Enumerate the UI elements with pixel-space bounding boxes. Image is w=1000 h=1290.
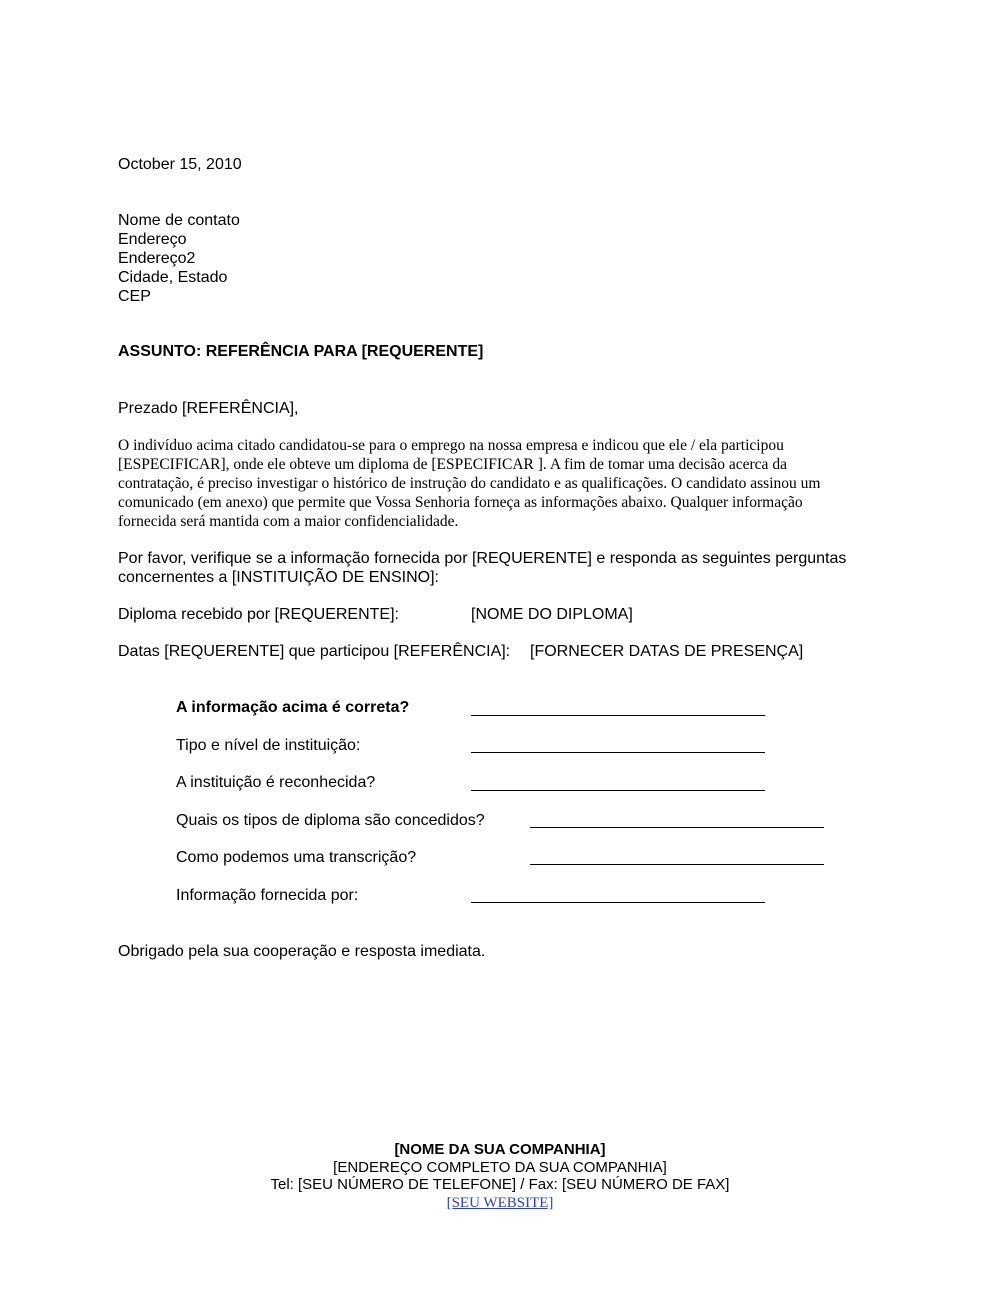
letter-subject: ASSUNTO: REFERÊNCIA PARA [REQUERENTE] bbox=[118, 343, 484, 360]
footer-website-link[interactable]: [SEU WEBSITE] bbox=[446, 1195, 554, 1211]
footer-company-name: [NOME DA SUA COMPANHIA] bbox=[394, 1141, 606, 1158]
letter-closing: Obrigado pela sua cooperação e resposta imediata. bbox=[118, 943, 486, 960]
recipient-address-line-1: Endereço bbox=[118, 231, 187, 248]
body-paragraph bbox=[118, 436, 878, 531]
body-paragraph-line: comunicado (em anexo) que permite que Vossa Senhoria forneça as informações abaixo. Qualquer informação bbox=[118, 494, 803, 511]
answer-line bbox=[471, 790, 765, 791]
diploma-label: Diploma recebido por [REQUERENTE]: bbox=[118, 606, 399, 623]
question-info-correct: A informação acima é correta? bbox=[176, 699, 410, 716]
answer-line bbox=[471, 752, 765, 753]
question-institution-accredited: A instituição é reconhecida? bbox=[176, 774, 376, 791]
body-paragraph-line: [ESPECIFICAR], onde ele obteve um diploma de [ESPECIFICAR ]. A fim de tomar uma decisão acerca da bbox=[118, 456, 787, 473]
request-paragraph-line: Por favor, verifique se a informação fornecida por [REQUERENTE] e responda as seguintes perguntas bbox=[118, 550, 847, 567]
attendance-dates-value: [FORNECER DATAS DE PRESENÇA] bbox=[530, 643, 804, 660]
footer-contact: Tel: [SEU NÚMERO DE TELEFONE] / Fax: [SEU NÚMERO DE FAX] bbox=[270, 1176, 730, 1193]
letter-date: October 15, 2010 bbox=[118, 156, 242, 173]
footer-company-address: [ENDEREÇO COMPLETO DA SUA COMPANHIA] bbox=[333, 1159, 667, 1176]
request-paragraph bbox=[118, 549, 846, 587]
question-transcript: Como podemos uma transcrição? bbox=[176, 849, 417, 866]
question-institution-type: Tipo e nível de instituição: bbox=[176, 737, 361, 754]
answer-line bbox=[471, 902, 765, 903]
attendance-dates-label: Datas [REQUERENTE] que participou [REFERÊNCIA]: bbox=[118, 643, 511, 660]
answer-line bbox=[530, 827, 824, 828]
answer-line bbox=[471, 715, 765, 716]
letter-salutation: Prezado [REFERÊNCIA], bbox=[118, 400, 299, 417]
question-provided-by: Informação fornecida por: bbox=[176, 887, 359, 904]
body-paragraph-line: contratação, é preciso investigar o histórico de instrução do candidato e as qualificações. O candidato assinou um bbox=[118, 475, 821, 492]
recipient-address-line-2: Endereço2 bbox=[118, 250, 196, 267]
recipient-zip: CEP bbox=[118, 288, 151, 305]
diploma-value: [NOME DO DIPLOMA] bbox=[471, 606, 633, 623]
footer-website-row bbox=[0, 1193, 1000, 1212]
body-paragraph-line: fornecida será mantida com a maior confidencialidade. bbox=[118, 513, 459, 530]
recipient-city-state: Cidade, Estado bbox=[118, 269, 228, 286]
recipient-address bbox=[118, 211, 240, 306]
request-paragraph-line: concernentes a [INSTITUIÇÃO DE ENSINO]: bbox=[118, 569, 439, 586]
question-diploma-types: Quais os tipos de diploma são concedidos? bbox=[176, 812, 485, 829]
body-paragraph-line: O indivíduo acima citado candidatou-se para o emprego na nossa empresa e indicou que ele / ela participou bbox=[118, 437, 784, 454]
recipient-name: Nome de contato bbox=[118, 212, 240, 229]
answer-line bbox=[530, 864, 824, 865]
